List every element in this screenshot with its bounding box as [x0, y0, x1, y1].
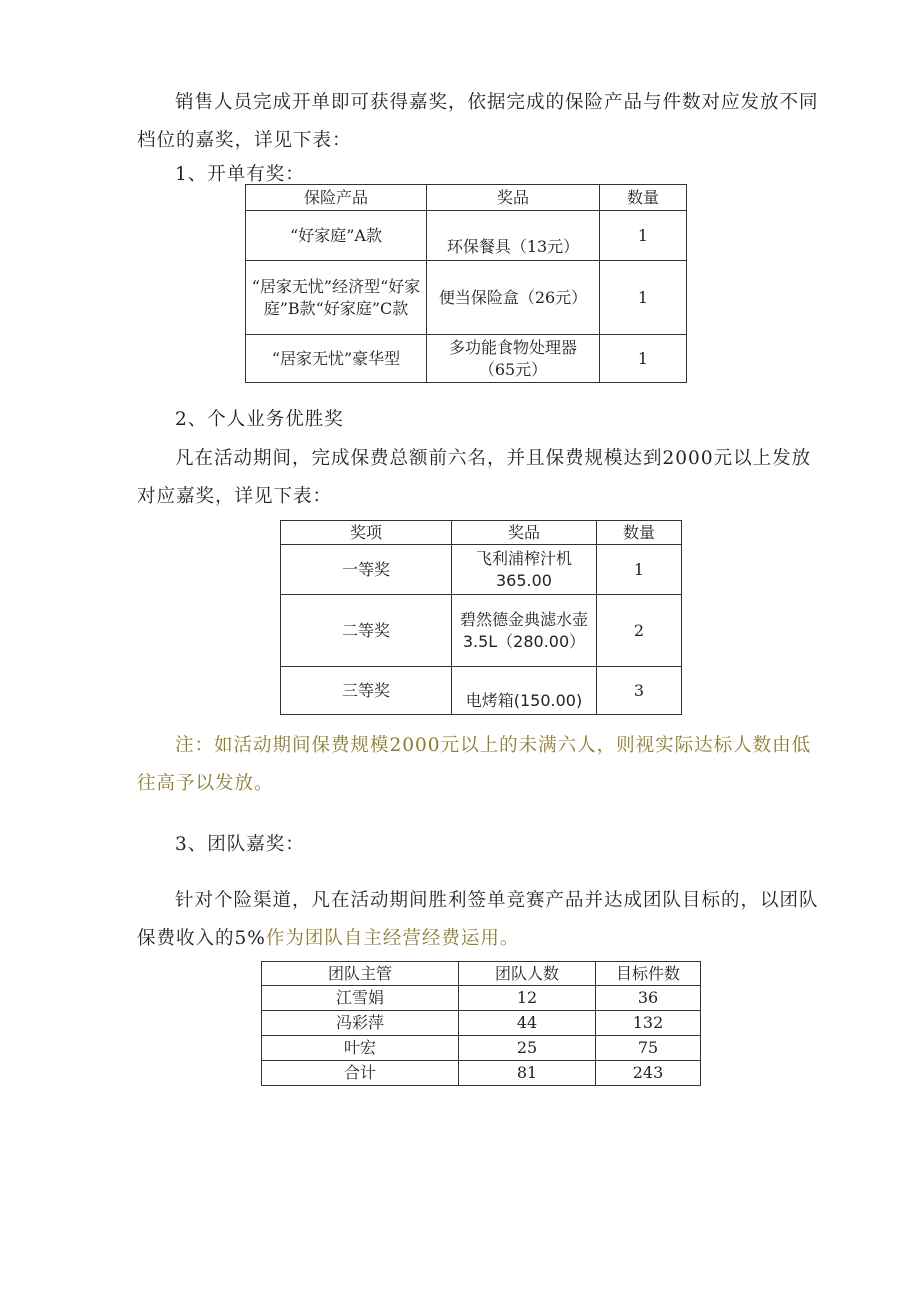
name-cell: 叶宏	[262, 1036, 459, 1061]
header-cell: 奖品	[427, 185, 600, 211]
product-cell: “好家庭”A款	[246, 211, 427, 261]
table-row	[246, 335, 687, 383]
table-row	[262, 1036, 701, 1061]
qty-cell: 1	[600, 261, 687, 335]
target-cell: 243	[596, 1061, 701, 1086]
table-row	[281, 667, 682, 715]
name-cell: 冯彩萍	[262, 1011, 459, 1036]
header-cell: 奖项	[281, 521, 452, 545]
table-team-targets	[261, 961, 701, 1086]
prize-cell: 碧然德金典滤水壶 3.5L（280.00）	[452, 595, 597, 667]
qty-cell: 1	[600, 211, 687, 261]
people-cell: 44	[459, 1011, 596, 1036]
award-cell: 三等奖	[281, 667, 452, 715]
table-row	[246, 211, 687, 261]
header-cell: 团队主管	[262, 962, 459, 986]
table-row	[262, 1011, 701, 1036]
header-cell: 奖品	[452, 521, 597, 545]
name-cell: 合计	[262, 1061, 459, 1086]
prize-cell: 电烤箱(150.00)	[452, 667, 597, 715]
table-row	[262, 986, 701, 1011]
name-cell: 江雪娟	[262, 986, 459, 1011]
section2-text: 凡在活动期间，完成保费总额前六名，并且保费规模达到2000元以上发放对应嘉奖，详见下表：	[137, 448, 812, 507]
table-header-row	[262, 962, 701, 986]
table-individual-awards	[280, 520, 682, 715]
table-header-row	[246, 185, 687, 211]
qty-cell: 1	[600, 335, 687, 383]
header-cell: 数量	[597, 521, 682, 545]
note-paragraph: 注：如活动期间保费规模2000元以上的未满六人，则视实际达标人数由低往高予以发放。	[137, 735, 812, 794]
product-cell: “居家无忧”经济型“好家庭”B款“好家庭”C款	[246, 261, 427, 335]
table-row	[281, 545, 682, 595]
table-row	[262, 1061, 701, 1086]
table-header-row	[281, 521, 682, 545]
section3-text	[137, 882, 830, 958]
intro-paragraph: 销售人员完成开单即可获得嘉奖，依据完成的保险产品与件数对应发放不同档位的嘉奖，详见下表：	[137, 92, 819, 151]
prize-cell: 便当保险盒（26元）	[427, 261, 600, 335]
section3-title: 3、团队嘉奖：	[175, 834, 305, 855]
section2-title: 2、个人业务优胜奖	[175, 409, 344, 430]
table-row	[246, 261, 687, 335]
product-cell: “居家无忧”豪华型	[246, 335, 427, 383]
target-cell: 75	[596, 1036, 701, 1061]
table-row	[281, 595, 682, 667]
people-cell: 25	[459, 1036, 596, 1061]
qty-cell: 1	[597, 545, 682, 595]
header-cell: 保险产品	[246, 185, 427, 211]
section3-text-highlight: 作为团队自主经营经费运用。	[265, 928, 520, 949]
target-cell: 132	[596, 1011, 701, 1036]
prize-cell: 环保餐具（13元）	[427, 211, 600, 261]
table-opening-prizes	[245, 184, 687, 383]
qty-cell: 3	[597, 667, 682, 715]
people-cell: 81	[459, 1061, 596, 1086]
qty-cell: 2	[597, 595, 682, 667]
section1-title: 1、开单有奖：	[175, 164, 305, 185]
prize-cell: 多功能食物处理器（65元）	[427, 335, 600, 383]
people-cell: 12	[459, 986, 596, 1011]
target-cell: 36	[596, 986, 701, 1011]
award-cell: 二等奖	[281, 595, 452, 667]
prize-cell: 飞利浦榨汁机 365.00	[452, 545, 597, 595]
header-cell: 目标件数	[596, 962, 701, 986]
section3-text-main: 针对个险渠道，凡在活动期间胜利签单竞赛产品并达成团队目标的，以团队保费收入的5%	[137, 890, 819, 949]
header-cell: 团队人数	[459, 962, 596, 986]
award-cell: 一等奖	[281, 545, 452, 595]
header-cell: 数量	[600, 185, 687, 211]
